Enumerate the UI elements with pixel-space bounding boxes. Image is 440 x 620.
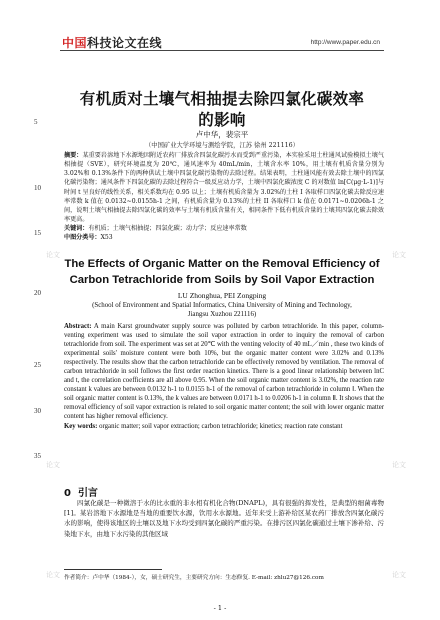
abstract-text: A main Karst groundwater supply source was polluted by carbon tetrachloride. In this paper, column-venting experiment was used to simulate the soil vapor extraction in order to inquiry the removal of carbon tetrachloride from soil. The experiment was set at 20℃ with the venting velocity of 40 mL／min , these two kinds of experimental soils' moisture content were both 10%, but the organic matter content were 3.02% and 0.13% respectively. The results show that the carbon tetrachloride can be effectively removed by ventilation. The removal of carbon tetrachloride in soil follows the first order reaction kinetics. There is a good linear relationship between lnC and t, the correlation coefficients are all above 0.95. When the soil organic matter content is 3.02%, the reaction rate constant k values are between 0.0132 h-1 to 0.0155 h-1 of the removal of carbon tetrachloride in column Ⅰ. When the soil organic matter content is 0.13%, the k values are between 0.0171 h-1 to 0.0206 h-1 in column Ⅱ. It shows that the removal efficiency of soil vapor extraction is related to soil organic matter content; the soil with lower organic matter content has higher removal efficiency.	[64, 323, 384, 421]
chinese-title-line: 有机质对土壤气相抽提去除四氯化碳效率	[79, 89, 365, 108]
introduction-paragraph: 四氯化碳是一种微溶于水的比水重的非水相有机化合物(DNAPL)，具有很强的挥发性，是典型的细菌毒物[1]。某岩溶地下水源地是当地的重要饮水源，饮用水水源地。近年来受上游补给区某农药厂排放含四氯化碳污水的影响，使得该地区的土壤以及地下水均受到四氯化碳的严重污染。在排污区四氯化碳通过土壤下渗补给、污染地下水，由地下水污染的其他区域	[64, 499, 384, 538]
keywords-text: 有机质；土壤气相抽提；四氯化碳；动力学；反应速率常数	[88, 225, 247, 233]
header-rule	[60, 50, 384, 51]
watermark: 论文	[392, 461, 406, 469]
line-number: 15	[34, 229, 41, 237]
clc-value: X53	[100, 234, 113, 242]
english-affiliation-line: Jiangsu Xuzhou 221116)	[187, 311, 257, 319]
abstract-label: Abstract:	[64, 323, 92, 330]
line-number: 30	[34, 407, 41, 415]
header-url[interactable]: http://www.paper.edu.cn	[310, 39, 380, 46]
line-number: 5	[34, 118, 38, 126]
chinese-keywords	[64, 224, 384, 233]
line-number: 10	[34, 184, 41, 192]
section-heading	[64, 484, 98, 499]
clc-label: 中图分类号：	[64, 234, 101, 242]
chinese-classification	[64, 233, 384, 242]
keywords-label: 关键词：	[64, 225, 89, 233]
chinese-authors: 卢中华，裴宗平	[195, 130, 249, 139]
watermark: 论文	[392, 571, 406, 579]
english-abstract	[64, 322, 384, 422]
abstract-label: 摘要：	[64, 152, 83, 159]
english-authors: LU Zhonghua, PEI Zongping	[177, 291, 267, 300]
page-number: - 1 -	[213, 604, 227, 612]
line-number: 25	[34, 361, 41, 369]
chinese-abstract-block	[64, 151, 384, 243]
line-number: 20	[34, 289, 41, 297]
author-footnote: 作者简介：卢中华（1984-），女，硕士研究生，主要研究方向：生态修复. E-mail: zhlu27@126.com	[64, 575, 324, 581]
journal-logo	[62, 34, 162, 51]
english-title-line: Carbon Tetrachloride from Soils by Soil Vapor Extraction	[69, 274, 375, 286]
keywords-label: Key words:	[64, 422, 98, 430]
english-abstract-block	[64, 322, 384, 431]
english-title-line: The Effects of Organic Matter on the Removal Efficiency of	[64, 258, 380, 270]
watermark: 论文	[46, 571, 60, 579]
abstract-text: 某重要岩溶地下水源地因附近农药厂排放含四氯化碳污水而受到严重污染，本实验采用土柱通风试验模拟土壤气相抽提（SVE），研究环境温度为 20℃，通风速率为 40mL/min，土壤含水率 10%，用土壤有机质含量分别为 3.02%和 0.13%条件下的两种供试土壤中四氯化碳污染物的去除过程。结果表明，土柱通风能有效去除土壤中的四氯化碳污染物；通风条件下四氯化碳的去除过程符合一级反应动力学，土壤中四氯化碳浓度 C 的对数值 ln[C(μg·L-1)]与时间 t 呈良好的线性关系，相关系数均在 0.95 以上；土壤有机质含量为 3.02%的土柱 I 各取样口四氯化碳去除反应速率常数 k 值在 0.0132~0.0155h-1 之间，有机质含量为 0.13%的土柱 II 各取样口 k 值在 0.0171~0.0206h-1 之间，说明土壤气相抽提去除四氯化碳的效率与土壤有机质含量有关，相同条件下低有机质含量的土壤其四氯化碳去除效率更高。	[64, 152, 385, 224]
footnote-rule	[64, 569, 162, 570]
page-header	[0, 0, 440, 56]
section-title: 引言	[77, 488, 98, 499]
logo-red-text: 中国	[62, 36, 88, 50]
section-number: 0	[64, 488, 71, 499]
english-affiliation	[60, 301, 384, 320]
watermark: 论文	[46, 251, 60, 259]
watermark: 论文	[392, 251, 406, 259]
watermark: 论文	[46, 461, 60, 469]
keywords-text: organic matter; soil vapor extraction; carbon tetrachloride; kinetics; reaction rate constant	[99, 422, 343, 430]
chinese-title-line: 的影响	[198, 110, 246, 129]
chinese-title	[60, 88, 384, 130]
english-affiliation-line: (School of Environment and Spatial Informatics, China University of Mining and Technology,	[92, 302, 352, 309]
line-number: 35	[34, 452, 41, 460]
logo-dark-text: 科技论文在线	[87, 36, 163, 50]
chinese-abstract	[64, 151, 384, 224]
english-title	[60, 256, 384, 288]
english-keywords	[64, 422, 384, 431]
chinese-affiliation: （中国矿业大学环境与测绘学院，江苏 徐州 221116）	[145, 142, 299, 149]
